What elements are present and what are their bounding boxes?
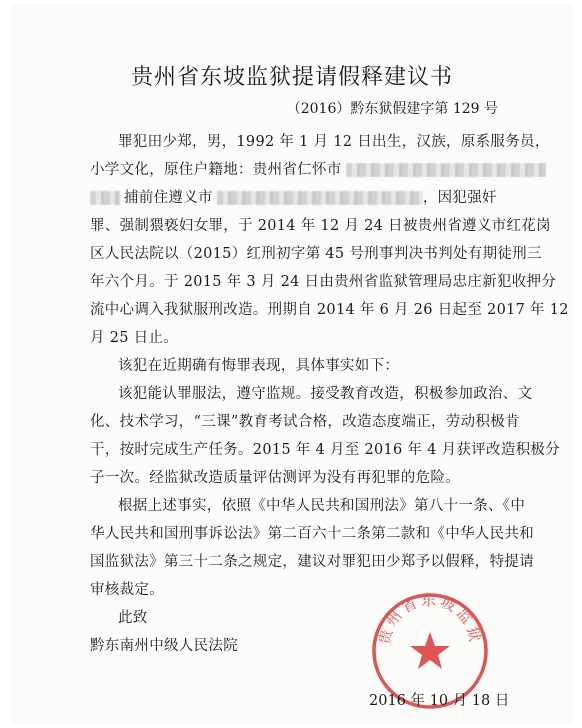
body-line-14: 根据上述事实，依照《中华人民共和国刑法》第八十一条、《中 (118, 498, 526, 514)
seal-text-path: 贵州省东坡监狱 (375, 591, 485, 647)
body-line-2 (90, 158, 546, 179)
document-title: 贵州省东坡监狱提请假释建议书 (130, 65, 453, 90)
redacted-residence (217, 191, 423, 205)
redacted-address (346, 163, 546, 177)
document-number: （2016）黔东狱假建字第 129 号 (286, 101, 498, 117)
salutation: 此致 (118, 610, 148, 626)
body-line-6: 年六个月。于 2015 年 3 月 24 日由贵州省监狱管理局忠庄新犯收押分 (90, 274, 557, 290)
redacted-address-cont (90, 191, 120, 205)
body-line-5: 区人民法院以（2015）红刑初字第 45 号刑事判决书判处有期徒刑三 (90, 246, 542, 262)
body-line-11: 化、技术学习，“三课”教育考试合格，改造态度端正，劳动积极肯 (90, 414, 520, 430)
document-page (14, 6, 570, 722)
body-line-7: 流中心调入我狱服刑改造。刑期自 2014 年 6 月 26 日起至 2017 年 12 (90, 302, 569, 318)
recipient: 黔东南州中级人民法院 (90, 638, 238, 654)
body-line-15: 华人民共和国刑事诉讼法》第二百六十二条第二款和《中华人民共和 (90, 526, 534, 542)
body-line-3-tail: ，因犯强奸 (422, 190, 497, 206)
body-line-12: 干，按时完成生产任务。2015 年 4 月至 2016 年 4 月获评改造积极分 (90, 442, 561, 458)
body-line-2-text: 小学文化，原住户籍地：贵州省仁怀市 (90, 162, 342, 178)
seal-star (410, 632, 450, 669)
body-line-9: 该犯在近期确有悔罪表现，具体事实如下： (118, 358, 400, 374)
body-line-10: 该犯能认罪服法，遵守监规。接受教育改造，积极参加政治、文 (118, 386, 533, 402)
body-line-13: 子一次。经监狱改造质量评估测评为没有再犯罪的危险。 (90, 470, 460, 486)
body-line-8: 月 25 日止。 (90, 330, 179, 346)
body-line-3 (90, 186, 497, 207)
body-line-1: 罪犯田少郑，男，1992 年 1 月 12 日出生，汉族，原系服务员， (118, 134, 550, 150)
body-line-4: 罪、强制猥亵妇女罪，于 2014 年 12 月 24 日被贵州省遵义市红花岗 (90, 218, 551, 234)
body-line-16: 国监狱法》第三十二条之规定，建议对罪犯田少郑予以假释，特提请 (90, 554, 534, 570)
body-line-17: 审核裁定。 (90, 582, 164, 598)
document-date: 2016 年 10 月 18 日 (369, 693, 510, 709)
body-line-3-text: 捕前住遵义市 (124, 190, 213, 206)
